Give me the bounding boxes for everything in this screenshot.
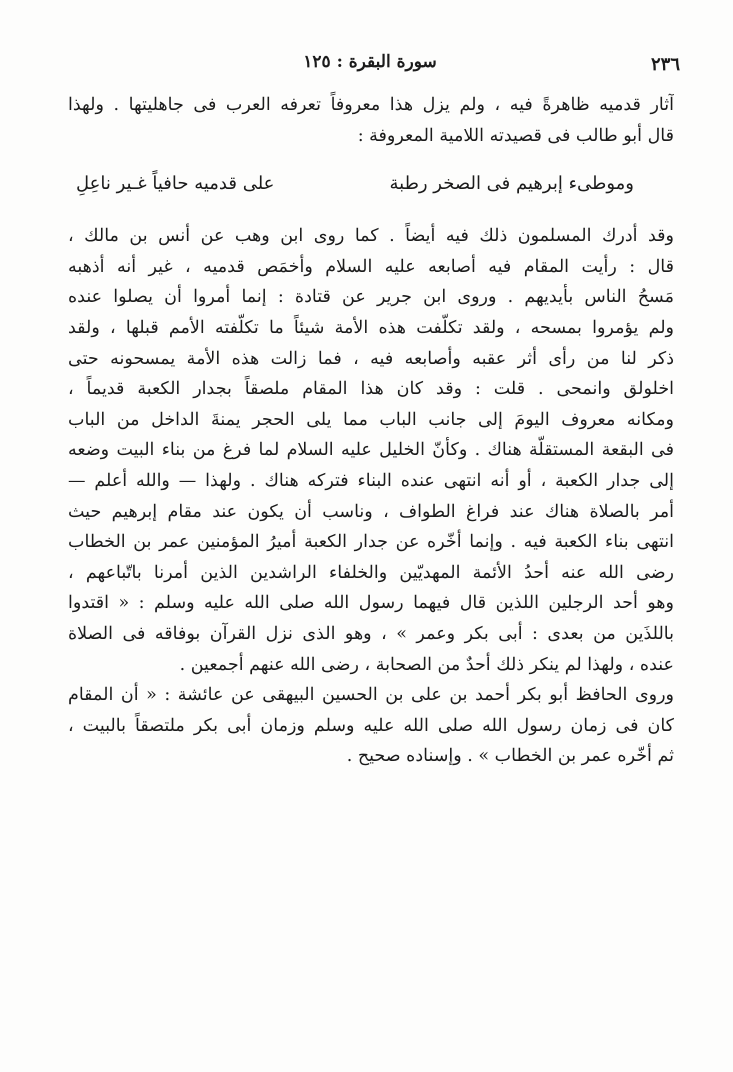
text-line: كان فى زمان رسول الله صلى الله عليه وسلم وزمان أبى بكر ملتصقاً بالبيت ، bbox=[68, 715, 674, 736]
text-line: وروى الحافظ أبو بكر أحمد بن على بن الحسين البيهقى عن عائشة : « أن المقام bbox=[68, 685, 674, 706]
text-line: إلى جدار الكعبة ، أو أنه انتهى عنده البناء فتركه هناك . ولهذا — والله أعلم — bbox=[68, 470, 674, 491]
text-line: قال أبو طالب فى قصيدته اللامية المعروفة : bbox=[357, 125, 674, 146]
text-line: آثار قدميه ظاهرةً فيه ، ولم يزل هذا معروفاً تعرفه العرب فى جاهليتها . ولهذا bbox=[68, 95, 674, 115]
text-line: عنده ، ولهذا لم ينكر ذلك أحدٌ من الصحابة ، رضى الله عنهم أجمعين . bbox=[179, 654, 674, 675]
text-line: وقد أدرك المسلمون ذلك فيه أيضاً . كما روى ابن وهب عن أنس بن مالك ، bbox=[68, 226, 674, 247]
page-header bbox=[60, 50, 680, 78]
text-line: اخلولق وانمحى . قلت : وقد كان هذا المقام ملصقاً بجدار الكعبة قديماً ، bbox=[68, 379, 674, 400]
text-line: رضى الله عنه أحدُ الأئمة المهديّين والخلفاء الراشدين الذين أمرنا باتّباعهم ، bbox=[68, 562, 674, 583]
text-line: ذكر لنا من رأى أثر عقبه وأصابعه فيه ، فما زالت هذه الأمة يمسحونه حتى bbox=[68, 348, 674, 369]
page-number: ٢٣٦ bbox=[650, 54, 680, 75]
text-line: أمر بالصلاة هناك عند فراغ الطواف ، وناسب أن يكون عند مقام إبرهيم حيث bbox=[68, 501, 674, 522]
body-text bbox=[68, 90, 674, 772]
text-line: مَسحُ الناس بأيديهم . وروى ابن جرير عن قتادة : إنما أمروا أن يصلوا عنده bbox=[68, 287, 674, 308]
text-line: قال : رأيت المقام فيه أصابعه عليه السلام وأخمَص قدميه ، غير أنه أذهبه bbox=[68, 256, 674, 277]
verse-first-hemistich: وموطىء إبرهيم فى الصخر رطبة bbox=[389, 173, 634, 195]
text-line: وهو أحد الرجلين اللذين قال فيهما رسول الله صلى الله عليه وسلم : « اقتدوا bbox=[68, 593, 674, 614]
poem-verse bbox=[68, 167, 674, 201]
text-line: ثم أخّره عمر بن الخطاب » . وإسناده صحيح . bbox=[346, 746, 674, 767]
verse-second-hemistich: على قدميه حافياً غـير ناعِلِ bbox=[76, 173, 275, 195]
text-line: ولم يؤمروا بمسحه ، ولقد تكلّفت هذه الأمة شيئاً ما تكلّفته الأمم قبلها ، ولقد bbox=[68, 317, 674, 338]
text-line: ومكانه معروف اليومَ إلى جانب الباب مما يلى الحجر يمنةَ الداخل من الباب bbox=[68, 409, 674, 430]
text-line: فى البقعة المستقلّة هناك . وكأنّ الخليل عليه السلام لما فرغ من بناء البيت وضعه bbox=[68, 440, 674, 461]
running-head: سورة البقرة : ١٢٥ bbox=[303, 52, 437, 72]
text-line: انتهى بناء الكعبة فيه . وإنما أخّره عن جدار الكعبة أميرُ المؤمنين عمر بن الخطاب bbox=[68, 532, 674, 553]
text-line: باللذَين من بعدى : أبى بكر وعمر » ، وهو الذى نزل القرآن بوفاقه فى الصلاة bbox=[68, 623, 674, 644]
